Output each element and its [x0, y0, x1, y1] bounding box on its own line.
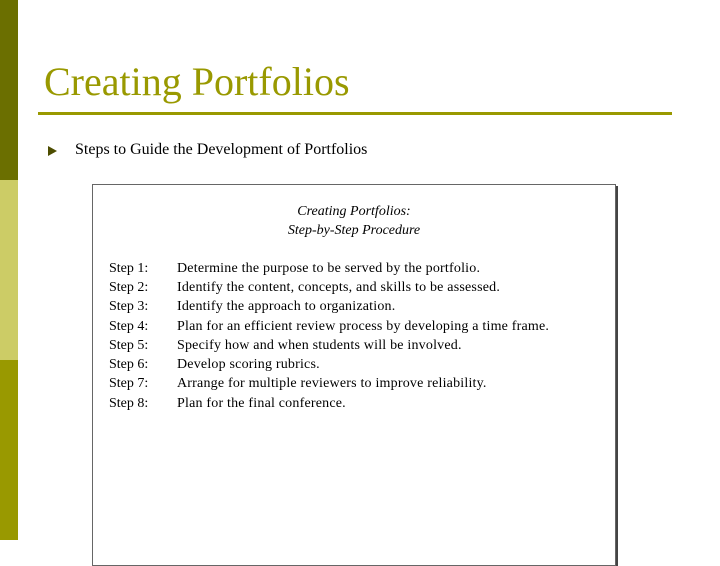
title-underline: [38, 112, 672, 115]
step-row: [109, 336, 549, 355]
step-label: Step 6:: [109, 357, 149, 373]
figure-title-line-1: Creating Portfolios:: [297, 204, 411, 219]
step-description: Identify the approach to organization.: [177, 299, 396, 315]
step-row: [109, 355, 549, 374]
bullet-item: [48, 139, 367, 161]
left-accent-bar: [0, 0, 18, 540]
bullet-text: Steps to Guide the Development of Portfolios: [75, 141, 368, 158]
step-label: Step 7:: [109, 376, 149, 392]
step-label: Step 5:: [109, 337, 149, 353]
step-label: Step 1:: [109, 260, 149, 276]
accent-bar-top: [0, 0, 18, 180]
accent-bar-bottom: [0, 360, 18, 540]
figure-title-line-2: Step-by-Step Procedure: [287, 223, 421, 238]
arrowhead-bullet-icon: [48, 146, 57, 156]
step-label: Step 2:: [109, 279, 149, 295]
step-label: Step 8:: [109, 395, 149, 411]
step-row: [109, 375, 549, 394]
step-row: [109, 317, 549, 336]
step-row: [109, 394, 549, 413]
step-label: Step 3:: [109, 299, 149, 315]
step-row: [109, 259, 549, 278]
step-description: Plan for the final conference.: [177, 395, 346, 411]
step-description: Determine the purpose to be served by the portfolio.: [177, 260, 481, 276]
step-row: [109, 278, 549, 297]
steps-list: [109, 259, 549, 413]
step-row: [109, 298, 549, 317]
procedure-figure: [92, 184, 616, 566]
step-description: Plan for an efficient review process by developing a time frame.: [177, 318, 550, 334]
slide-title: Creating Portfolios: [44, 59, 350, 104]
step-description: Develop scoring rubrics.: [177, 357, 320, 373]
step-description: Identify the content, concepts, and skills to be assessed.: [177, 279, 501, 295]
step-description: Arrange for multiple reviewers to improve reliability.: [177, 376, 487, 392]
accent-bar-middle: [0, 180, 18, 360]
step-label: Step 4:: [109, 318, 149, 334]
step-description: Specify how and when students will be involved.: [177, 337, 462, 353]
